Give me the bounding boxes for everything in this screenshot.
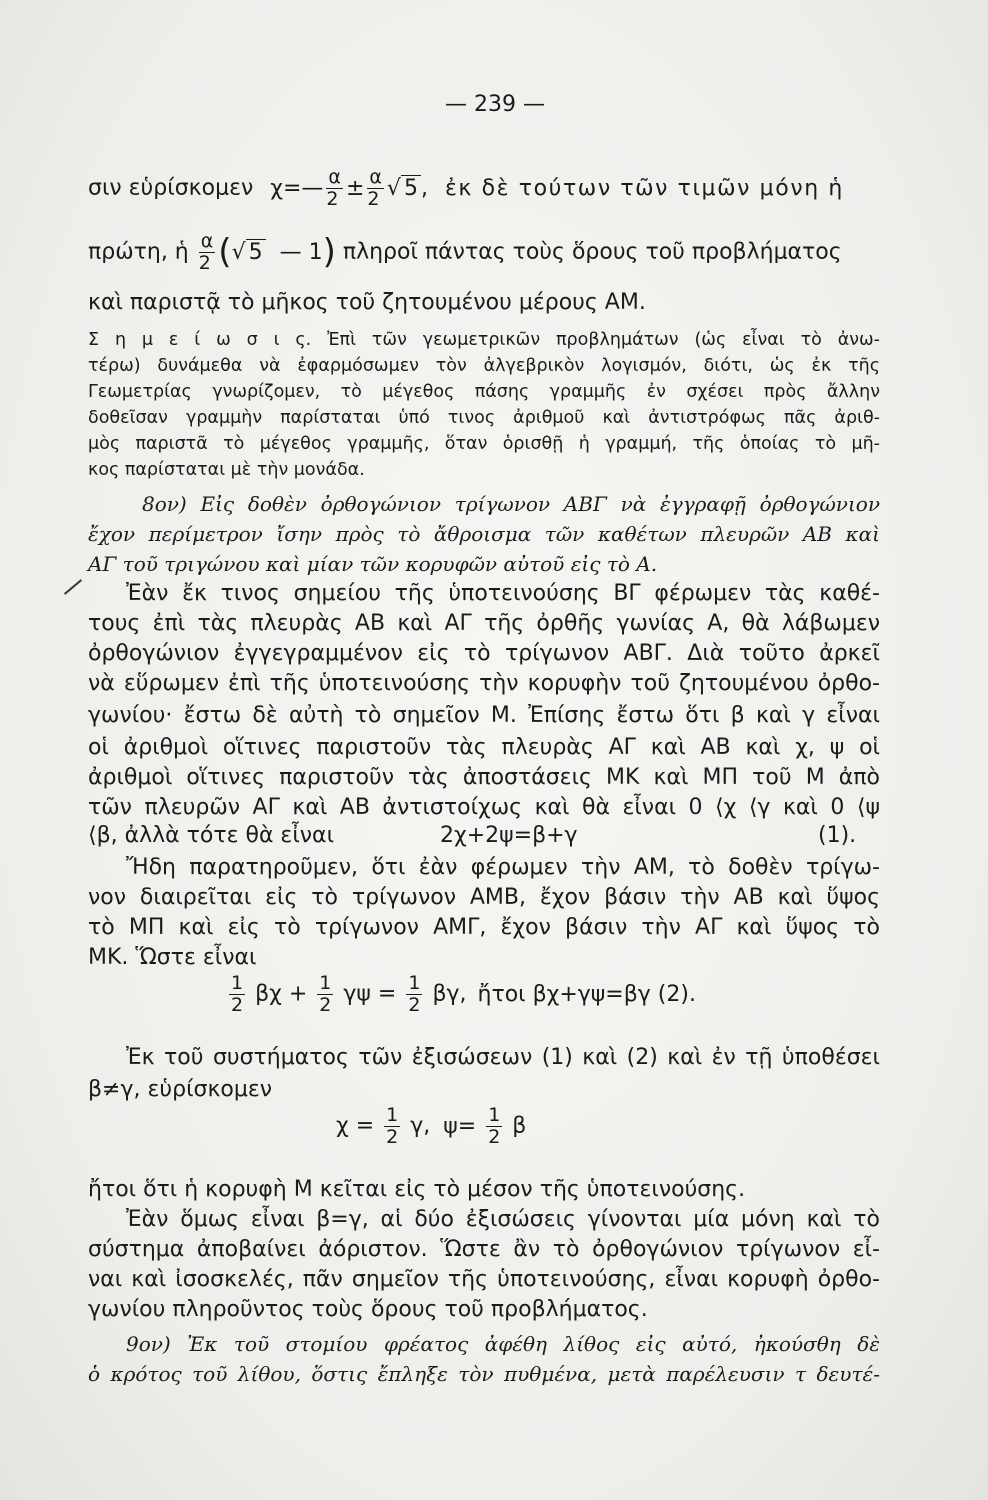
problem-line: ὁ κρότος τοῦ λίθου, ὅστις ἔπληξε τὸν πυθμένα, μετὰ παρέλευσιν τ δευτέ- bbox=[88, 1362, 880, 1386]
frac-num: 1 bbox=[488, 1104, 501, 1126]
body-line: νον διαιρεῖται εἰς τὸ τρίγωνον ΑΜΒ, ἔχον βάσιν τὴν ΑΒ καὶ ὕψος bbox=[88, 885, 880, 910]
text-span: ἐκ δὲ τούτων τῶν τιμῶν μόνη ἡ bbox=[444, 175, 844, 201]
problem-line: 9ον) Ἐκ τοῦ στομίου φρέατος ἀφέθη λίθος εἰς αὐτό, ἠκούσθη δὲ bbox=[126, 1332, 880, 1356]
term: ἤτοι βχ+γψ=βγ (2). bbox=[477, 981, 696, 1007]
problem-line: ΑΓ τοῦ τριγώνου καὶ μίαν τῶν κορυφῶν αὐτοῦ εἰς τὸ Α. bbox=[88, 552, 658, 576]
frac-num: 1 bbox=[408, 972, 421, 994]
frac-num: 1 bbox=[231, 972, 244, 994]
body-line: τους ἐπὶ τὰς πλευρὰς ΑΒ καὶ ΑΓ τῆς ὀρθῆς γωνίας Α, θὰ λάβωμεν bbox=[88, 611, 880, 636]
body-line: γωνίου πληροῦντος τοὺς ὅρους τοῦ προβλήματος. bbox=[88, 1297, 648, 1322]
body-line: Ἐὰν ὅμως εἶναι β=γ, αἱ δύο ἐξισώσεις γίνονται μία μόνη καὶ τὸ bbox=[126, 1207, 880, 1232]
body-line: ὀρθογώνιον ἐγγεγραμμένον εἰς τὸ τρίγωνον ΑΒΓ. Διὰ τοῦτο ἀρκεῖ bbox=[88, 641, 880, 666]
term: βγ, bbox=[432, 981, 467, 1007]
body-line: β≠γ, εὑρίσκομεν bbox=[88, 1077, 273, 1102]
text-line: καὶ παριστᾷ τὸ μῆκος τοῦ ζητουμένου μέρους ΑΜ. bbox=[88, 290, 646, 315]
body-line: ΜΚ. Ὥστε εἶναι bbox=[88, 945, 257, 970]
frac-num: 1 bbox=[319, 972, 332, 994]
body-line: Ἐὰν ἔκ τινος σημείου τῆς ὑποτεινούσης ΒΓ φέρωμεν τὰς καθέ- bbox=[126, 581, 880, 606]
text-span: σιν εὑρίσκομεν bbox=[88, 175, 254, 201]
text-line bbox=[88, 168, 880, 209]
body-line: γωνίου· ἔστω δὲ αὐτὴ τὸ σημεῖον Μ. Ἐπίσης ἔστω ὅτι β καὶ γ εἶναι bbox=[88, 703, 880, 728]
note-line: δοθεῖσαν γραμμὴν παρίσταται ὑπό τινος ἀριθμοῦ καὶ ἀντιστρόφως πᾶς ἀριθ- bbox=[88, 408, 880, 428]
note-line: τέρω) δυνάμεθα νὰ ἐφαρμόσωμεν τὸν ἀλγεβρικὸν λογισμόν, διότι, ὡς ἐκ τῆς bbox=[88, 356, 880, 376]
term: γ, bbox=[410, 1113, 431, 1139]
body-line: ναι καὶ ἰσοσκελές, πᾶν σημεῖον τῆς ὑποτεινούσης, εἶναι κορυφὴ ὀρθο- bbox=[88, 1267, 880, 1292]
frac-num: 1 bbox=[386, 1104, 399, 1126]
term: βχ + bbox=[255, 981, 308, 1007]
note-line: Γεωμετρίας γνωρίζομεν, τὸ μέγεθος πάσης γραμμῆς ἐν σχέσει πρὸς ἄλλην bbox=[88, 382, 880, 402]
note-line: κος παρίσταται μὲ τὴν μονάδα. bbox=[88, 460, 365, 480]
problem-line: 8ον) Εἰς δοθὲν ὀρθογώνιον τρίγωνον ΑΒΓ νὰ ἐγγραφῇ ὀρθογώνιον bbox=[142, 492, 880, 516]
term: β bbox=[512, 1113, 527, 1139]
term: γψ = bbox=[343, 981, 397, 1007]
page-number: — 239 — bbox=[445, 92, 545, 117]
body-line: οἱ ἀριθμοὶ οἵτινες παριστοῦν τὰς πλευρὰς ΑΓ καὶ ΑΒ καὶ χ, ψ οἱ bbox=[88, 735, 880, 760]
equation-3 bbox=[336, 1106, 526, 1147]
equation-1: 2χ+2ψ=β+γ bbox=[440, 823, 578, 848]
body-line: σύστημα ἀποβαίνει ἀόριστον. Ὥστε ἂν τὸ ὀρθογώνιον τρίγωνον εἶ- bbox=[88, 1237, 880, 1262]
body-line: τὸ ΜΠ καὶ εἰς τὸ τρίγωνον ΑΜΓ, ἔχον βάσιν τὴν ΑΓ καὶ ὕψος τὸ bbox=[88, 915, 880, 940]
frac-den: 2 bbox=[231, 994, 244, 1016]
body-line: Ἤδη παρατηροῦμεν, ὅτι ἐὰν φέρωμεν τὴν ΑΜ, τὸ δοθὲν τρίγω- bbox=[126, 855, 880, 880]
text-span: πληροῖ πάντας τοὺς ὅρους τοῦ προβλήματος bbox=[342, 239, 842, 265]
body-line: ἤτοι ὅτι ἡ κορυφὴ Μ κεῖται εἰς τὸ μέσον τῆς ὑποτεινούσης. bbox=[88, 1177, 746, 1202]
formula-golden: $\frac{\alpha}{2}$ (√ 5 — 1) bbox=[198, 230, 336, 274]
body-line: τῶν πλευρῶν ΑΓ καὶ ΑΒ ἀντιστοίχως καὶ θὰ εἶναι 0 ⟨χ ⟨γ καὶ 0 ⟨ψ bbox=[88, 795, 880, 820]
body-line bbox=[88, 822, 880, 850]
note-line: Σ η μ ε ί ω σ ι ς. Ἐπὶ τῶν γεωμετρικῶν προβλημάτων (ὡς εἶναι τὸ ἀνω- bbox=[88, 330, 880, 350]
formula-x: χ=— $\frac{\alpha}{2}$ ± $\frac{\alpha}{2}$ √ 5 , bbox=[270, 166, 428, 210]
term: ψ= bbox=[443, 1113, 477, 1139]
term: χ = bbox=[336, 1113, 375, 1139]
text-line bbox=[88, 232, 880, 273]
frac-den: 2 bbox=[408, 994, 421, 1016]
frac-den: 2 bbox=[488, 1126, 501, 1148]
body-line: Ἐκ τοῦ συστήματος τῶν ἐξισώσεων (1) καὶ (2) καὶ ἐν τῇ ὑποθέσει bbox=[126, 1045, 880, 1070]
text-span: ⟨β, ἀλλὰ τότε θὰ εἶναι bbox=[88, 823, 335, 848]
frac-den: 2 bbox=[386, 1126, 399, 1148]
margin-pencil-mark bbox=[64, 579, 82, 595]
problem-line: ἔχον περίμετρον ἴσην πρὸς τὸ ἄθροισμα τῶν καθέτων πλευρῶν ΑΒ καὶ bbox=[88, 522, 880, 546]
body-line: ἀριθμοὶ οἵτινες παριστοῦν τὰς ἀποστάσεις ΜΚ καὶ ΜΠ τοῦ Μ ἀπὸ bbox=[88, 765, 880, 790]
text-span: πρώτη, ἡ bbox=[88, 239, 189, 265]
equation-2 bbox=[226, 974, 696, 1015]
body-line: νὰ εὕρωμεν ἐπὶ τῆς ὑποτεινούσης τὴν κορυφὴν τοῦ ζητουμένου ὀρθο- bbox=[88, 671, 880, 696]
frac-den: 2 bbox=[319, 994, 332, 1016]
equation-number: (1). bbox=[818, 823, 857, 848]
note-line: μὸς παριστᾶ τὸ μέγεθος γραμμῆς, ὅταν ὁρισθῇ ἡ γραμμή, τῆς ὁποίας τὸ μῆ- bbox=[88, 434, 880, 454]
